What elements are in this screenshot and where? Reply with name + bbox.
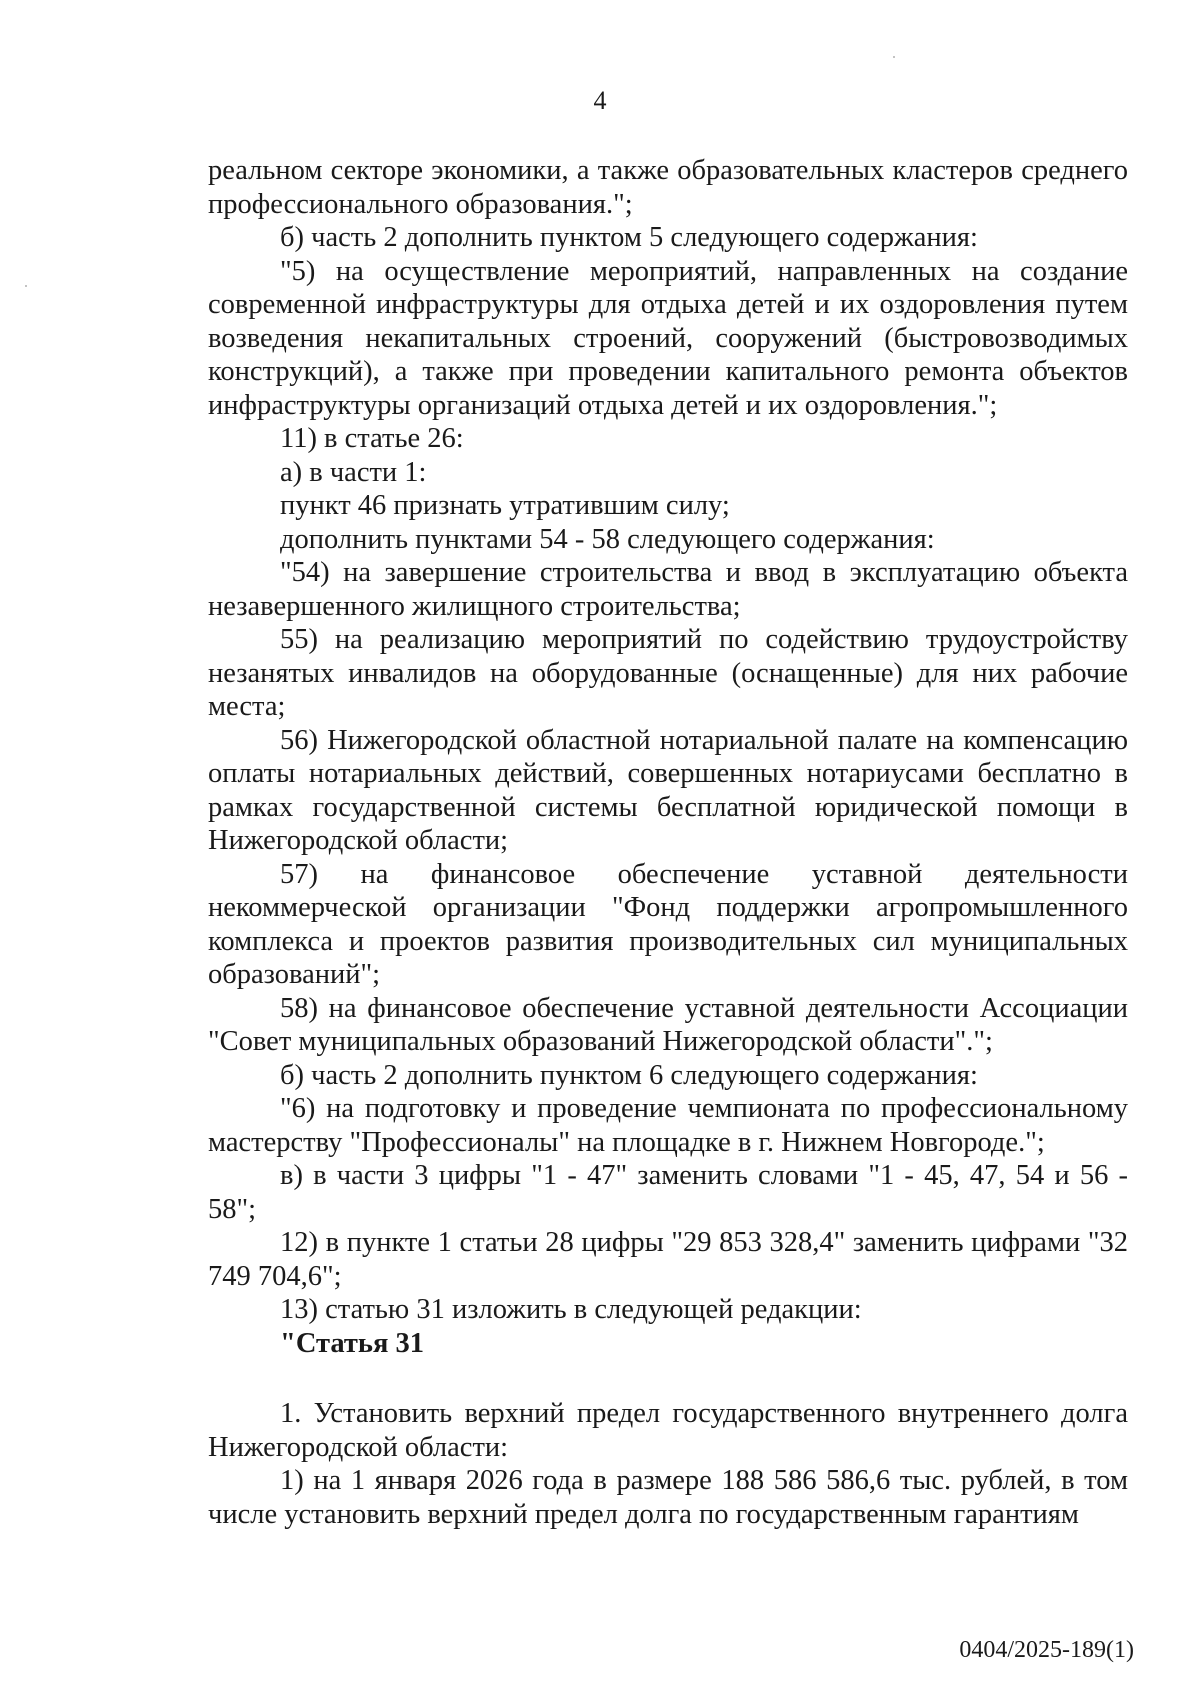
paragraph: "54) на завершение строительства и ввод в эксплуатацию объекта незавершенного жилищного строительства; xyxy=(208,557,1128,622)
paragraph: "6) на подготовку и проведение чемпионата по профессиональному мастерству "Профессионалы" на площадке в г. Нижнем Новгороде."; xyxy=(208,1093,1128,1158)
paragraph: 56) Нижегородской областной нотариальной палате на компенсацию оплаты нотариальных действий, совершенных нотариусами бесплатно в рамках государственной системы бесплатной юридической помощи в Нижегородской области; xyxy=(208,724,1128,856)
paragraph: б) часть 2 дополнить пунктом 6 следующего содержания: xyxy=(280,1059,978,1091)
scan-speck xyxy=(893,56,895,58)
paragraph: 12) в пункте 1 статьи 28 цифры "29 853 328,4" заменить цифрами "32 749 704,6"; xyxy=(208,1227,1128,1292)
scan-speck xyxy=(25,285,27,287)
paragraph: 13) статью 31 изложить в следующей редакции: xyxy=(280,1294,862,1325)
paragraph: дополнить пунктами 54 - 58 следующего содержания: xyxy=(280,523,935,555)
paragraph: 58) на финансовое обеспечение уставной деятельности Ассоциации "Совет муниципальных образований Нижегородской области"."; xyxy=(208,992,1128,1057)
paragraph: 1. Установить верхний предел государственного внутреннего долга Нижегородской области: xyxy=(208,1398,1128,1463)
paragraph: а) в части 1: xyxy=(280,456,427,488)
paragraph: 11) в статье 26: xyxy=(280,423,464,454)
paragraph: 55) на реализацию мероприятий по содействию трудоустройству незанятых инвалидов на оборудованные (оснащенные) для них рабочие места; xyxy=(208,624,1128,722)
paragraph: "5) на осуществление мероприятий, направленных на создание современной инфраструктуры для отдыха детей и их оздоровления путем возведения некапитальных строений, сооружений (быстровозводимых конструкций), а также при проведении капитального ремонта объектов инфраструктуры организаций отдыха детей и их оздоровления."; xyxy=(208,255,1128,421)
paragraph: пункт 46 признать утратившим силу; xyxy=(280,490,730,521)
document-body xyxy=(208,154,1128,1531)
paragraph: 57) на финансовое обеспечение уставной деятельности некоммерческой организации "Фонд поддержки агропромышленного комплекса и проектов развития производительных сил муниципальных образований"; xyxy=(208,858,1128,990)
blank-line xyxy=(208,1360,1128,1397)
article-heading: "Статья 31 xyxy=(280,1327,425,1359)
paragraph: 1) на 1 января 2026 года в размере 188 586 586,6 тыс. рублей, в том числе установить верхний предел долга по государственным гарантиям xyxy=(208,1465,1128,1530)
document-code: 0404/2025-189(1) xyxy=(959,1637,1134,1663)
paragraph: в) в части 3 цифры "1 - 47" заменить словами "1 - 45, 47, 54 и 56 - 58"; xyxy=(208,1160,1128,1225)
paragraph: реальном секторе экономики, а также образовательных кластеров среднего профессионального образования."; xyxy=(208,155,1128,220)
page-number: 4 xyxy=(593,86,607,115)
paragraph: б) часть 2 дополнить пунктом 5 следующего содержания: xyxy=(280,222,978,253)
